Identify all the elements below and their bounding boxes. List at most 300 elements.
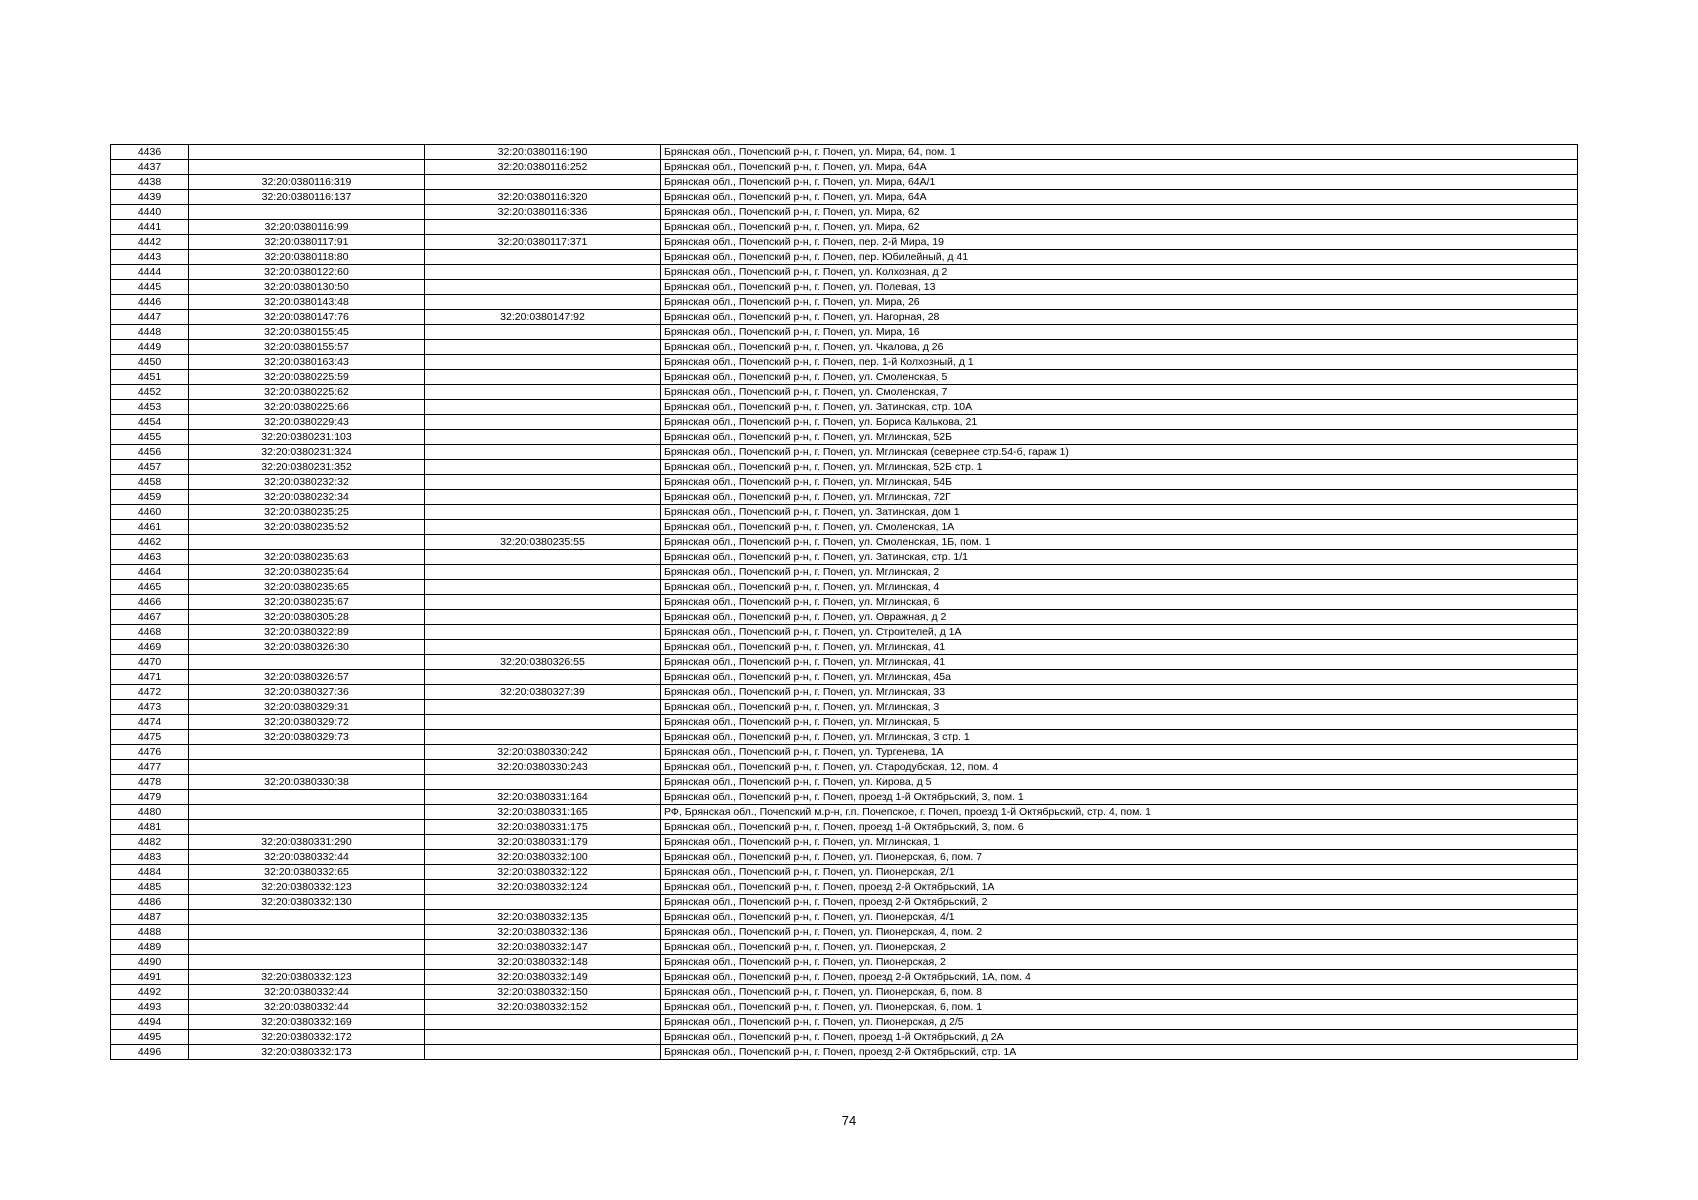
cadastral-number-cell: 32:20:0380332:123: [189, 970, 425, 985]
cadastral-number-cell: 32:20:0380225:59: [189, 370, 425, 385]
cadastral-number-cell: 32:20:0380232:32: [189, 475, 425, 490]
cadastral-number-cell: 32:20:0380332:130: [189, 895, 425, 910]
table-row: [111, 580, 1578, 595]
row-number-cell: 4450: [111, 355, 189, 370]
address-cell: Брянская обл., Почепский р-н, г. Почеп, ул. Смоленская, 1Б, пом. 1: [661, 535, 1578, 550]
related-cadastral-number-cell: 32:20:0380331:179: [425, 835, 661, 850]
table-row: [111, 340, 1578, 355]
row-number-cell: 4451: [111, 370, 189, 385]
related-cadastral-number-cell: [425, 715, 661, 730]
cadastral-number-cell: [189, 910, 425, 925]
row-number-cell: 4485: [111, 880, 189, 895]
row-number-cell: 4436: [111, 145, 189, 160]
address-cell: Брянская обл., Почепский р-н, г. Почеп, пер. Юбилейный, д 41: [661, 250, 1578, 265]
cadastral-number-cell: 32:20:0380130:50: [189, 280, 425, 295]
cadastral-number-cell: [189, 160, 425, 175]
row-number-cell: 4439: [111, 190, 189, 205]
table-row: [111, 385, 1578, 400]
cadastral-number-cell: [189, 145, 425, 160]
row-number-cell: 4440: [111, 205, 189, 220]
table-row: [111, 790, 1578, 805]
address-cell: Брянская обл., Почепский р-н, г. Почеп, ул. Мира, 26: [661, 295, 1578, 310]
related-cadastral-number-cell: 32:20:0380332:135: [425, 910, 661, 925]
related-cadastral-number-cell: [425, 625, 661, 640]
row-number-cell: 4466: [111, 595, 189, 610]
related-cadastral-number-cell: 32:20:0380327:39: [425, 685, 661, 700]
address-cell: Брянская обл., Почепский р-н, г. Почеп, ул. Мира, 64А: [661, 160, 1578, 175]
related-cadastral-number-cell: 32:20:0380330:242: [425, 745, 661, 760]
cadastral-number-cell: [189, 790, 425, 805]
related-cadastral-number-cell: [425, 730, 661, 745]
row-number-cell: 4468: [111, 625, 189, 640]
related-cadastral-number-cell: [425, 400, 661, 415]
related-cadastral-number-cell: [425, 1030, 661, 1045]
related-cadastral-number-cell: [425, 565, 661, 580]
related-cadastral-number-cell: [425, 1015, 661, 1030]
table-row: [111, 925, 1578, 940]
table-row: [111, 460, 1578, 475]
address-cell: Брянская обл., Почепский р-н, г. Почеп, ул. Пионерская, 4, пом. 2: [661, 925, 1578, 940]
row-number-cell: 4471: [111, 670, 189, 685]
related-cadastral-number-cell: [425, 325, 661, 340]
related-cadastral-number-cell: [425, 460, 661, 475]
cadastral-number-cell: 32:20:0380235:52: [189, 520, 425, 535]
table-row: [111, 970, 1578, 985]
table-row: [111, 985, 1578, 1000]
table-row: [111, 610, 1578, 625]
related-cadastral-number-cell: [425, 520, 661, 535]
address-cell: Брянская обл., Почепский р-н, г. Почеп, ул. Пионерская, 2: [661, 955, 1578, 970]
related-cadastral-number-cell: 32:20:0380331:175: [425, 820, 661, 835]
row-number-cell: 4442: [111, 235, 189, 250]
table-row: [111, 550, 1578, 565]
related-cadastral-number-cell: 32:20:0380116:190: [425, 145, 661, 160]
related-cadastral-number-cell: [425, 1045, 661, 1060]
address-cell: Брянская обл., Почепский р-н, г. Почеп, ул. Мглинская, 54Б: [661, 475, 1578, 490]
table-row: [111, 955, 1578, 970]
cadastral-number-cell: 32:20:0380116:137: [189, 190, 425, 205]
cadastral-number-cell: 32:20:0380235:64: [189, 565, 425, 580]
cadastral-number-cell: 32:20:0380332:65: [189, 865, 425, 880]
address-cell: Брянская обл., Почепский р-н, г. Почеп, ул. Мира, 64А/1: [661, 175, 1578, 190]
address-cell: Брянская обл., Почепский р-н, г. Почеп, пер. 1-й Колхозный, д 1: [661, 355, 1578, 370]
row-number-cell: 4491: [111, 970, 189, 985]
row-number-cell: 4456: [111, 445, 189, 460]
row-number-cell: 4490: [111, 955, 189, 970]
row-number-cell: 4452: [111, 385, 189, 400]
row-number-cell: 4483: [111, 850, 189, 865]
table-row: [111, 715, 1578, 730]
address-cell: Брянская обл., Почепский р-н, г. Почеп, ул. Смоленская, 5: [661, 370, 1578, 385]
address-cell: Брянская обл., Почепский р-н, г. Почеп, ул. Затинская, дом 1: [661, 505, 1578, 520]
table-row: [111, 685, 1578, 700]
address-cell: Брянская обл., Почепский р-н, г. Почеп, ул. Мглинская, 1: [661, 835, 1578, 850]
address-cell: Брянская обл., Почепский р-н, г. Почеп, ул. Мглинская, 6: [661, 595, 1578, 610]
related-cadastral-number-cell: 32:20:0380331:165: [425, 805, 661, 820]
cadastral-number-cell: 32:20:0380155:45: [189, 325, 425, 340]
page-number: 74: [841, 1113, 857, 1128]
cadastral-number-cell: 32:20:0380332:123: [189, 880, 425, 895]
related-cadastral-number-cell: 32:20:0380147:92: [425, 310, 661, 325]
related-cadastral-number-cell: [425, 340, 661, 355]
row-number-cell: 4444: [111, 265, 189, 280]
table-row: [111, 1030, 1578, 1045]
row-number-cell: 4481: [111, 820, 189, 835]
row-number-cell: 4469: [111, 640, 189, 655]
related-cadastral-number-cell: 32:20:0380116:320: [425, 190, 661, 205]
cadastral-number-cell: 32:20:0380232:34: [189, 490, 425, 505]
table-row: [111, 625, 1578, 640]
registry-table-body: [111, 145, 1578, 1060]
row-number-cell: 4493: [111, 1000, 189, 1015]
cadastral-number-cell: 32:20:0380122:60: [189, 265, 425, 280]
cadastral-number-cell: 32:20:0380155:57: [189, 340, 425, 355]
cadastral-number-cell: [189, 655, 425, 670]
cadastral-number-cell: 32:20:0380332:44: [189, 985, 425, 1000]
address-cell: Брянская обл., Почепский р-н, г. Почеп, ул. Пионерская, 6, пом. 1: [661, 1000, 1578, 1015]
address-cell: Брянская обл., Почепский р-н, г. Почеп, ул. Мира, 62: [661, 220, 1578, 235]
address-cell: Брянская обл., Почепский р-н, г. Почеп, ул. Мира, 64А: [661, 190, 1578, 205]
related-cadastral-number-cell: [425, 385, 661, 400]
cadastral-number-cell: 32:20:0380329:72: [189, 715, 425, 730]
related-cadastral-number-cell: 32:20:0380332:147: [425, 940, 661, 955]
row-number-cell: 4465: [111, 580, 189, 595]
table-row: [111, 190, 1578, 205]
related-cadastral-number-cell: 32:20:0380116:252: [425, 160, 661, 175]
cadastral-number-cell: 32:20:0380326:57: [189, 670, 425, 685]
cadastral-number-cell: 32:20:0380332:172: [189, 1030, 425, 1045]
related-cadastral-number-cell: 32:20:0380332:124: [425, 880, 661, 895]
cadastral-number-cell: [189, 805, 425, 820]
row-number-cell: 4492: [111, 985, 189, 1000]
row-number-cell: 4463: [111, 550, 189, 565]
table-row: [111, 280, 1578, 295]
cadastral-number-cell: 32:20:0380331:290: [189, 835, 425, 850]
related-cadastral-number-cell: [425, 490, 661, 505]
table-row: [111, 265, 1578, 280]
table-row: [111, 250, 1578, 265]
address-cell: Брянская обл., Почепский р-н, г. Почеп, ул. Мглинская, 5: [661, 715, 1578, 730]
address-cell: Брянская обл., Почепский р-н, г. Почеп, ул. Мира, 62: [661, 205, 1578, 220]
cadastral-number-cell: 32:20:0380117:91: [189, 235, 425, 250]
address-cell: Брянская обл., Почепский р-н, г. Почеп, ул. Бориса Калькова, 21: [661, 415, 1578, 430]
cadastral-number-cell: 32:20:0380332:44: [189, 1000, 425, 1015]
address-cell: Брянская обл., Почепский р-н, г. Почеп, пер. 2-й Мира, 19: [661, 235, 1578, 250]
table-row: [111, 505, 1578, 520]
row-number-cell: 4478: [111, 775, 189, 790]
row-number-cell: 4457: [111, 460, 189, 475]
related-cadastral-number-cell: 32:20:0380332:152: [425, 1000, 661, 1015]
address-cell: Брянская обл., Почепский р-н, г. Почеп, ул. Мира, 16: [661, 325, 1578, 340]
cadastral-number-cell: 32:20:0380305:28: [189, 610, 425, 625]
table-row: [111, 415, 1578, 430]
address-cell: Брянская обл., Почепский р-н, г. Почеп, ул. Мглинская, 45а: [661, 670, 1578, 685]
row-number-cell: 4462: [111, 535, 189, 550]
address-cell: Брянская обл., Почепский р-н, г. Почеп, проезд 1-й Октябрьский, 3, пом. 1: [661, 790, 1578, 805]
cadastral-number-cell: [189, 940, 425, 955]
related-cadastral-number-cell: [425, 475, 661, 490]
cadastral-number-cell: 32:20:0380231:324: [189, 445, 425, 460]
row-number-cell: 4455: [111, 430, 189, 445]
related-cadastral-number-cell: [425, 445, 661, 460]
row-number-cell: 4482: [111, 835, 189, 850]
address-cell: Брянская обл., Почепский р-н, г. Почеп, ул. Мглинская, 41: [661, 640, 1578, 655]
address-cell: Брянская обл., Почепский р-н, г. Почеп, ул. Мглинская, 2: [661, 565, 1578, 580]
related-cadastral-number-cell: 32:20:0380332:149: [425, 970, 661, 985]
row-number-cell: 4443: [111, 250, 189, 265]
table-row: [111, 730, 1578, 745]
address-cell: Брянская обл., Почепский р-н, г. Почеп, ул. Мглинская, 4: [661, 580, 1578, 595]
related-cadastral-number-cell: [425, 265, 661, 280]
table-row: [111, 805, 1578, 820]
table-row: [111, 940, 1578, 955]
table-row: [111, 1000, 1578, 1015]
related-cadastral-number-cell: [425, 775, 661, 790]
row-number-cell: 4458: [111, 475, 189, 490]
table-row: [111, 910, 1578, 925]
table-row: [111, 490, 1578, 505]
table-row: [111, 445, 1578, 460]
related-cadastral-number-cell: 32:20:0380332:100: [425, 850, 661, 865]
cadastral-number-cell: 32:20:0380322:89: [189, 625, 425, 640]
related-cadastral-number-cell: [425, 430, 661, 445]
cadastral-number-cell: [189, 820, 425, 835]
related-cadastral-number-cell: 32:20:0380235:55: [425, 535, 661, 550]
table-row: [111, 700, 1578, 715]
row-number-cell: 4488: [111, 925, 189, 940]
related-cadastral-number-cell: 32:20:0380331:164: [425, 790, 661, 805]
table-row: [111, 535, 1578, 550]
table-row: [111, 745, 1578, 760]
table-row: [111, 595, 1578, 610]
address-cell: Брянская обл., Почепский р-н, г. Почеп, ул. Мглинская, 3 стр. 1: [661, 730, 1578, 745]
cadastral-number-cell: 32:20:0380332:169: [189, 1015, 425, 1030]
address-cell: Брянская обл., Почепский р-н, г. Почеп, ул. Стародубская, 12, пом. 4: [661, 760, 1578, 775]
row-number-cell: 4464: [111, 565, 189, 580]
row-number-cell: 4477: [111, 760, 189, 775]
cadastral-number-cell: 32:20:0380329:73: [189, 730, 425, 745]
cadastral-number-cell: 32:20:0380118:80: [189, 250, 425, 265]
address-cell: Брянская обл., Почепский р-н, г. Почеп, ул. Пионерская, 6, пом. 7: [661, 850, 1578, 865]
row-number-cell: 4495: [111, 1030, 189, 1045]
cadastral-number-cell: [189, 955, 425, 970]
address-cell: Брянская обл., Почепский р-н, г. Почеп, проезд 1-й Октябрьский, д 2А: [661, 1030, 1578, 1045]
table-row: [111, 355, 1578, 370]
address-cell: Брянская обл., Почепский р-н, г. Почеп, ул. Пионерская, 6, пом. 8: [661, 985, 1578, 1000]
related-cadastral-number-cell: 32:20:0380116:336: [425, 205, 661, 220]
table-row: [111, 1015, 1578, 1030]
cadastral-number-cell: 32:20:0380225:62: [189, 385, 425, 400]
table-row: [111, 1045, 1578, 1060]
address-cell: Брянская обл., Почепский р-н, г. Почеп, ул. Пионерская, 2/1: [661, 865, 1578, 880]
related-cadastral-number-cell: [425, 355, 661, 370]
address-cell: Брянская обл., Почепский р-н, г. Почеп, ул. Смоленская, 7: [661, 385, 1578, 400]
address-cell: Брянская обл., Почепский р-н, г. Почеп, проезд 2-й Октябрьский, 1А: [661, 880, 1578, 895]
cadastral-number-cell: 32:20:0380329:31: [189, 700, 425, 715]
cadastral-number-cell: 32:20:0380231:352: [189, 460, 425, 475]
address-cell: Брянская обл., Почепский р-н, г. Почеп, ул. Затинская, стр. 1/1: [661, 550, 1578, 565]
table-row: [111, 370, 1578, 385]
cadastral-number-cell: [189, 925, 425, 940]
related-cadastral-number-cell: [425, 175, 661, 190]
address-cell: Брянская обл., Почепский р-н, г. Почеп, ул. Нагорная, 28: [661, 310, 1578, 325]
related-cadastral-number-cell: [425, 280, 661, 295]
related-cadastral-number-cell: [425, 580, 661, 595]
related-cadastral-number-cell: [425, 505, 661, 520]
row-number-cell: 4479: [111, 790, 189, 805]
address-cell: Брянская обл., Почепский р-н, г. Почеп, ул. Кирова, д 5: [661, 775, 1578, 790]
cadastral-number-cell: 32:20:0380235:25: [189, 505, 425, 520]
cadastral-number-cell: 32:20:0380326:30: [189, 640, 425, 655]
related-cadastral-number-cell: [425, 640, 661, 655]
address-cell: РФ, Брянская обл., Почепский м.р-н, г.п. Почепское, г. Почеп, проезд 1-й Октябрьский, стр. 4, пом. 1: [661, 805, 1578, 820]
address-cell: Брянская обл., Почепский р-н, г. Почеп, проезд 2-й Октябрьский, стр. 1А: [661, 1045, 1578, 1060]
related-cadastral-number-cell: [425, 895, 661, 910]
address-cell: Брянская обл., Почепский р-н, г. Почеп, проезд 1-й Октябрьский, 3, пом. 6: [661, 820, 1578, 835]
row-number-cell: 4476: [111, 745, 189, 760]
address-cell: Брянская обл., Почепский р-н, г. Почеп, проезд 2-й Октябрьский, 2: [661, 895, 1578, 910]
cadastral-number-cell: 32:20:0380225:66: [189, 400, 425, 415]
table-row: [111, 520, 1578, 535]
related-cadastral-number-cell: [425, 595, 661, 610]
table-row: [111, 235, 1578, 250]
table-row: [111, 820, 1578, 835]
related-cadastral-number-cell: [425, 550, 661, 565]
table-row: [111, 295, 1578, 310]
address-cell: Брянская обл., Почепский р-н, г. Почеп, ул. Мглинская, 52Б стр. 1: [661, 460, 1578, 475]
table-row: [111, 430, 1578, 445]
related-cadastral-number-cell: 32:20:0380330:243: [425, 760, 661, 775]
address-cell: Брянская обл., Почепский р-н, г. Почеп, ул. Чкалова, д 26: [661, 340, 1578, 355]
cadastral-number-cell: 32:20:0380332:44: [189, 850, 425, 865]
address-cell: Брянская обл., Почепский р-н, г. Почеп, проезд 2-й Октябрьский, 1А, пом. 4: [661, 970, 1578, 985]
row-number-cell: 4496: [111, 1045, 189, 1060]
row-number-cell: 4487: [111, 910, 189, 925]
cadastral-number-cell: 32:20:0380235:67: [189, 595, 425, 610]
address-cell: Брянская обл., Почепский р-н, г. Почеп, ул. Пионерская, 4/1: [661, 910, 1578, 925]
related-cadastral-number-cell: 32:20:0380117:371: [425, 235, 661, 250]
cadastral-number-cell: [189, 535, 425, 550]
related-cadastral-number-cell: 32:20:0380326:55: [425, 655, 661, 670]
address-cell: Брянская обл., Почепский р-н, г. Почеп, ул. Овражная, д 2: [661, 610, 1578, 625]
row-number-cell: 4484: [111, 865, 189, 880]
address-cell: Брянская обл., Почепский р-н, г. Почеп, ул. Строителей, д 1А: [661, 625, 1578, 640]
table-row: [111, 760, 1578, 775]
related-cadastral-number-cell: [425, 610, 661, 625]
table-row: [111, 325, 1578, 340]
cadastral-number-cell: [189, 745, 425, 760]
row-number-cell: 4461: [111, 520, 189, 535]
row-number-cell: 4453: [111, 400, 189, 415]
related-cadastral-number-cell: [425, 670, 661, 685]
cadastral-number-cell: 32:20:0380235:65: [189, 580, 425, 595]
related-cadastral-number-cell: 32:20:0380332:148: [425, 955, 661, 970]
table-row: [111, 565, 1578, 580]
table-row: [111, 175, 1578, 190]
row-number-cell: 4486: [111, 895, 189, 910]
row-number-cell: 4474: [111, 715, 189, 730]
row-number-cell: 4446: [111, 295, 189, 310]
related-cadastral-number-cell: 32:20:0380332:150: [425, 985, 661, 1000]
row-number-cell: 4441: [111, 220, 189, 235]
row-number-cell: 4472: [111, 685, 189, 700]
row-number-cell: 4470: [111, 655, 189, 670]
related-cadastral-number-cell: [425, 415, 661, 430]
table-row: [111, 220, 1578, 235]
table-row: [111, 895, 1578, 910]
related-cadastral-number-cell: [425, 700, 661, 715]
address-cell: Брянская обл., Почепский р-н, г. Почеп, ул. Тургенева, 1А: [661, 745, 1578, 760]
address-cell: Брянская обл., Почепский р-н, г. Почеп, ул. Мглинская, 3: [661, 700, 1578, 715]
table-row: [111, 475, 1578, 490]
address-cell: Брянская обл., Почепский р-н, г. Почеп, ул. Смоленская, 1А: [661, 520, 1578, 535]
table-row: [111, 400, 1578, 415]
address-cell: Брянская обл., Почепский р-н, г. Почеп, ул. Полевая, 13: [661, 280, 1578, 295]
cadastral-number-cell: 32:20:0380327:36: [189, 685, 425, 700]
table-row: [111, 160, 1578, 175]
cadastral-number-cell: [189, 205, 425, 220]
cadastral-number-cell: 32:20:0380116:319: [189, 175, 425, 190]
table-row: [111, 670, 1578, 685]
cadastral-number-cell: 32:20:0380163:43: [189, 355, 425, 370]
table-row: [111, 835, 1578, 850]
table-row: [111, 865, 1578, 880]
address-cell: Брянская обл., Почепский р-н, г. Почеп, ул. Пионерская, 2: [661, 940, 1578, 955]
address-cell: Брянская обл., Почепский р-н, г. Почеп, ул. Затинская, стр. 10А: [661, 400, 1578, 415]
table-row: [111, 655, 1578, 670]
row-number-cell: 4447: [111, 310, 189, 325]
related-cadastral-number-cell: 32:20:0380332:122: [425, 865, 661, 880]
related-cadastral-number-cell: [425, 220, 661, 235]
related-cadastral-number-cell: [425, 295, 661, 310]
cadastral-number-cell: [189, 760, 425, 775]
address-cell: Брянская обл., Почепский р-н, г. Почеп, ул. Мглинская, 41: [661, 655, 1578, 670]
related-cadastral-number-cell: 32:20:0380332:136: [425, 925, 661, 940]
cadastral-number-cell: 32:20:0380231:103: [189, 430, 425, 445]
cadastral-number-cell: 32:20:0380235:63: [189, 550, 425, 565]
cadastral-number-cell: 32:20:0380332:173: [189, 1045, 425, 1060]
related-cadastral-number-cell: [425, 370, 661, 385]
row-number-cell: 4454: [111, 415, 189, 430]
address-cell: Брянская обл., Почепский р-н, г. Почеп, ул. Мглинская, 52Б: [661, 430, 1578, 445]
row-number-cell: 4437: [111, 160, 189, 175]
cadastral-number-cell: 32:20:0380147:76: [189, 310, 425, 325]
table-row: [111, 145, 1578, 160]
row-number-cell: 4445: [111, 280, 189, 295]
address-cell: Брянская обл., Почепский р-н, г. Почеп, ул. Мира, 64, пом. 1: [661, 145, 1578, 160]
table-row: [111, 310, 1578, 325]
related-cadastral-number-cell: [425, 250, 661, 265]
row-number-cell: 4489: [111, 940, 189, 955]
table-row: [111, 880, 1578, 895]
address-cell: Брянская обл., Почепский р-н, г. Почеп, ул. Колхозная, д 2: [661, 265, 1578, 280]
address-cell: Брянская обл., Почепский р-н, г. Почеп, ул. Мглинская, 33: [661, 685, 1578, 700]
table-row: [111, 850, 1578, 865]
row-number-cell: 4460: [111, 505, 189, 520]
row-number-cell: 4480: [111, 805, 189, 820]
cadastral-number-cell: 32:20:0380116:99: [189, 220, 425, 235]
cadastral-number-cell: 32:20:0380143:48: [189, 295, 425, 310]
row-number-cell: 4494: [111, 1015, 189, 1030]
address-cell: Брянская обл., Почепский р-н, г. Почеп, ул. Мглинская (севернее стр.54-б, гараж 1): [661, 445, 1578, 460]
row-number-cell: 4475: [111, 730, 189, 745]
address-cell: Брянская обл., Почепский р-н, г. Почеп, ул. Мглинская, 72Г: [661, 490, 1578, 505]
row-number-cell: 4448: [111, 325, 189, 340]
cadastral-number-cell: 32:20:0380330:38: [189, 775, 425, 790]
address-cell: Брянская обл., Почепский р-н, г. Почеп, ул. Пионерская, д 2/5: [661, 1015, 1578, 1030]
row-number-cell: 4473: [111, 700, 189, 715]
table-row: [111, 205, 1578, 220]
